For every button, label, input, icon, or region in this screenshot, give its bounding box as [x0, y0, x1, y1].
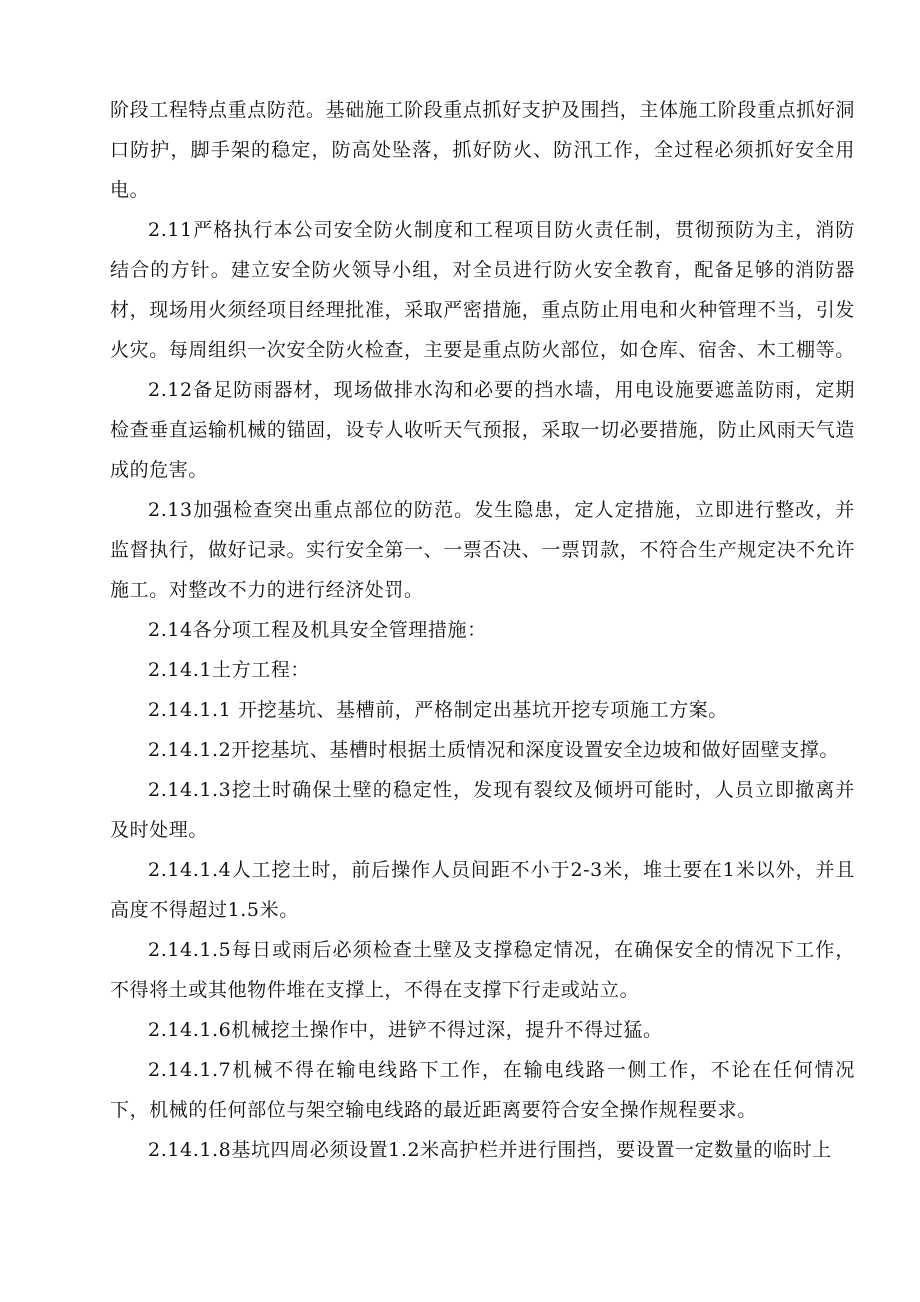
paragraph-2-14-1-7: 2.14.1.7机械不得在输电线路下工作，在输电线路一侧工作，不论在任何情况下，机械的任何部位与架空输电线路的最近距离要符合安全操作规程要求。 [110, 1059, 855, 1121]
paragraph-2-14-1-1: 2.14.1.1 开挖基坑、基槽前，严格制定出基坑开挖专项施工方案。 [148, 699, 729, 721]
paragraph-2-14-1-2: 2.14.1.2开挖基坑、基槽时根据土质情况和深度设置安全边坡和做好固壁支撑。 [148, 739, 839, 761]
document-body [110, 90, 855, 1170]
paragraph-2-11: 2.11严格执行本公司安全防火制度和工程项目防火责任制，贯彻预防为主，消防结合的方针。建立安全防火领导小组，对全员进行防火安全教育，配备足够的消防器材，现场用火须经项目经理批准，采取严密措施，重点防止用电和火种管理不当，引发火灾。每周组织一次安全防火检查，主要是重点防火部位，如仓库、宿舍、木工棚等。 [110, 219, 855, 361]
paragraph-2-14-1-8: 2.14.1.8基坑四周必须设置1.2米高护栏并进行围挡，要设置一定数量的临时上 [148, 1139, 832, 1161]
paragraph-2-13: 2.13加强检查突出重点部位的防范。发生隐患，定人定措施，立即进行整改，并监督执行，做好记录。实行安全第一、一票否决、一票罚款，不符合生产规定决不允许施工。对整改不力的进行经济处罚。 [110, 499, 855, 601]
paragraph-2-12: 2.12备足防雨器材，现场做排水沟和必要的挡水墙，用电设施要遮盖防雨，定期检查垂直运输机械的锚固，设专人收听天气预报，采取一切必要措施，防止风雨天气造成的危害。 [110, 379, 855, 481]
paragraph-2-14: 2.14各分项工程及机具安全管理措施： [148, 619, 487, 641]
paragraph-2-14-1-3: 2.14.1.3挖土时确保土壁的稳定性，发现有裂纹及倾坍可能时，人员立即撤离并及时处理。 [110, 779, 855, 841]
paragraph-2-14-1-6: 2.14.1.6机械挖土操作中，进铲不得过深，提升不得过猛。 [148, 1019, 663, 1041]
paragraph-continuation: 阶段工程特点重点防范。基础施工阶段重点抓好支护及围挡，主体施工阶段重点抓好洞口防护，脚手架的稳定，防高处坠落，抓好防火、防汛工作，全过程必须抓好安全用电。 [110, 99, 855, 201]
paragraph-2-14-1-4: 2.14.1.4人工挖土时，前后操作人员间距不小于2-3米，堆土要在1米以外，并且高度不得超过1.5米。 [110, 859, 855, 921]
paragraph-2-14-1-5: 2.14.1.5每日或雨后必须检查土壁及支撑稳定情况，在确保安全的情况下工作，不得将土或其他物件堆在支撑上，不得在支撑下行走或站立。 [110, 939, 855, 1001]
paragraph-2-14-1: 2.14.1土方工程： [148, 659, 311, 681]
